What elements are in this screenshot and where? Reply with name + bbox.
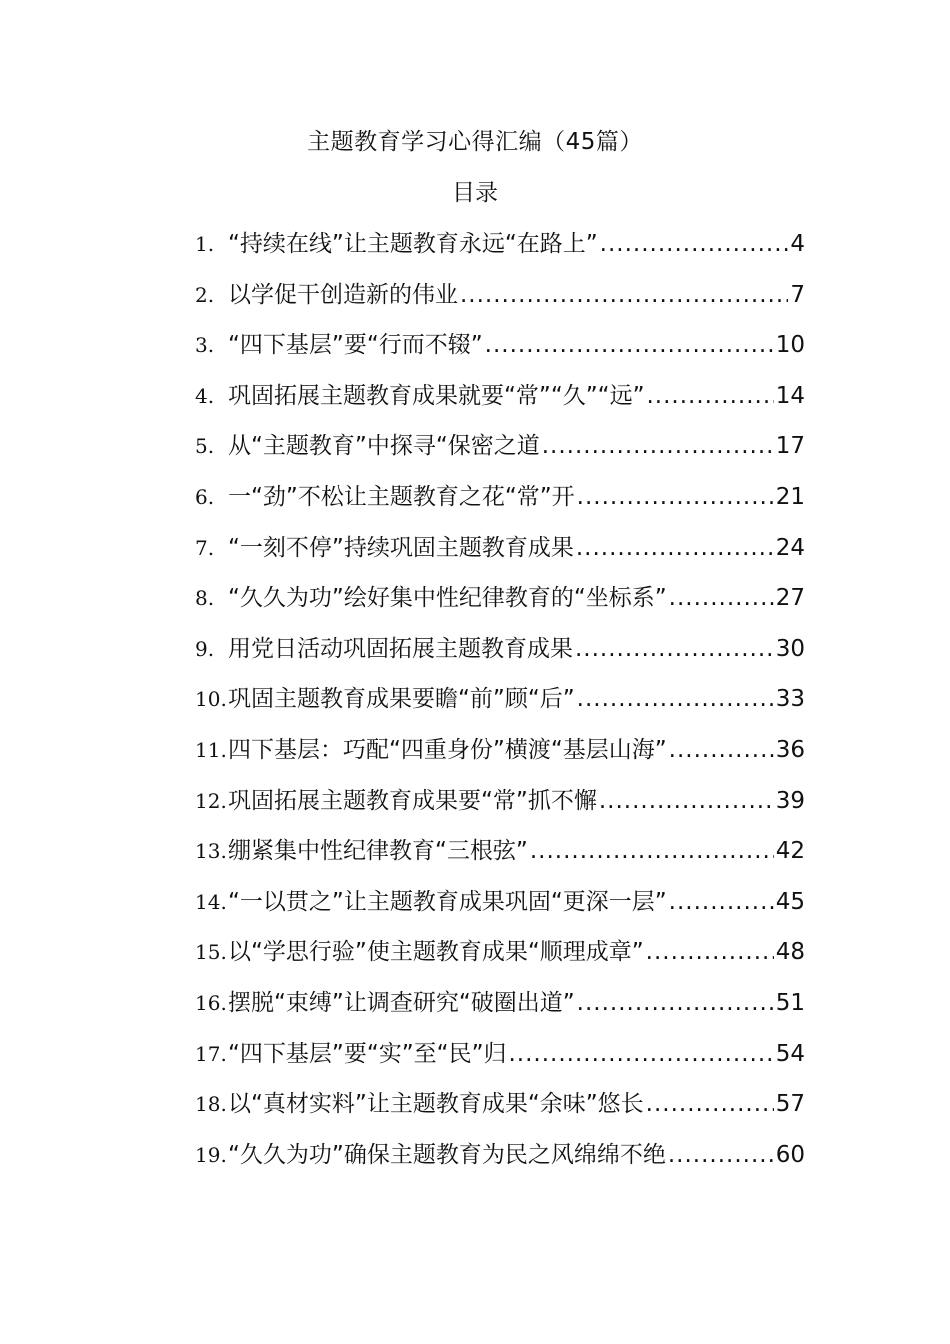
toc-entry-title: 以“学思行验”使主题教育成果“顺理成章” <box>228 939 644 966</box>
toc-entry-title: “四下基层”要“行而不辍” <box>228 332 483 359</box>
toc-dot-leader <box>668 1135 774 1175</box>
toc-entry-number: 18. <box>195 1092 227 1117</box>
toc-entry-title: 用党日活动巩固拓展主题教育成果 <box>228 635 573 662</box>
toc-entry-title: 四下基层：巧配“四重身份”横渡“基层山海” <box>228 736 667 763</box>
toc-dot-leader <box>509 1034 774 1074</box>
toc-entry[interactable] <box>195 831 805 882</box>
toc-entry-page: 33 <box>775 686 805 713</box>
toc-entry-title: 以“真材实料”让主题教育成果“余味”悠长 <box>228 1091 644 1118</box>
toc-entry-page: 4 <box>790 231 805 257</box>
toc-entry-title: 巩固拓展主题教育成果就要“常”“久”“远” <box>228 382 645 409</box>
toc-entry-page: 45 <box>775 888 805 915</box>
toc-entry[interactable] <box>195 578 805 629</box>
toc-entry-page: 51 <box>775 989 805 1016</box>
toc-entry-title: 从“主题教育”中探寻“保密之道 <box>228 433 540 460</box>
toc-entry[interactable] <box>195 730 805 781</box>
toc-dot-leader <box>669 730 774 770</box>
toc-dot-leader <box>575 629 774 669</box>
toc-entry-title: 摆脱“束缚”让调查研究“破圈出道” <box>228 989 575 1016</box>
toc-entry-page: 39 <box>775 787 805 814</box>
toc-entry-number: 6. <box>195 484 215 509</box>
toc-dot-leader <box>647 376 774 416</box>
toc-entry-page: 60 <box>775 1141 805 1168</box>
toc-entry-number: 7. <box>195 535 215 560</box>
toc-dot-leader <box>530 831 774 871</box>
toc-dot-leader <box>669 578 774 618</box>
toc-entry[interactable] <box>195 426 805 477</box>
toc-entry-title: “一刻不停”持续巩固主题教育成果 <box>228 534 574 561</box>
toc-entry-number: 17. <box>195 1041 227 1066</box>
toc-dot-leader <box>646 1084 774 1124</box>
toc-entry-page: 48 <box>775 939 805 966</box>
toc-entry-page: 24 <box>775 534 805 561</box>
toc-entry[interactable] <box>195 376 805 427</box>
toc-entry-page: 54 <box>775 1040 805 1067</box>
toc-entry[interactable] <box>195 224 805 275</box>
toc-dot-leader <box>577 477 774 517</box>
toc-entry-number: 13. <box>195 839 227 864</box>
toc-entry-page: 30 <box>775 635 805 662</box>
toc-entry-page: 27 <box>775 585 805 612</box>
toc-entry-title: “一以贯之”让主题教育成果巩固“更深一层” <box>228 888 667 915</box>
toc-entry-title: “久久为功”绘好集中性纪律教育的“坐标系” <box>228 585 667 612</box>
toc-entry-page: 36 <box>775 736 805 763</box>
toc-entry-page: 14 <box>775 382 805 409</box>
toc-entry-page: 7 <box>790 281 805 308</box>
toc-entry-number: 8. <box>195 586 215 611</box>
toc-heading: 目录 <box>452 180 498 206</box>
toc-entry-title: 巩固主题教育成果要瞻“前”顾“后” <box>228 686 575 713</box>
toc-entry-number: 1. <box>195 232 215 256</box>
toc-entry-title: “久久为功”确保主题教育为民之风绵绵不绝 <box>228 1141 666 1168</box>
toc-entry[interactable] <box>195 983 805 1034</box>
toc-entry[interactable] <box>195 781 805 832</box>
toc-dot-leader <box>460 275 788 315</box>
toc-entry-number: 15. <box>195 940 227 965</box>
toc-entry-title: 以学促干创造新的伟业 <box>228 281 458 308</box>
toc-entry[interactable] <box>195 629 805 680</box>
toc-entry-number: 5. <box>195 434 215 459</box>
toc-entry-title: “四下基层”要“实”至“民”归 <box>228 1040 507 1067</box>
toc-entry-title: “持续在线”让主题教育永远“在路上” <box>228 231 598 257</box>
toc-entry[interactable] <box>195 477 805 528</box>
toc-entry-number: 3. <box>195 333 215 358</box>
toc-entry[interactable] <box>195 1135 805 1186</box>
toc-entry[interactable] <box>195 275 805 326</box>
toc-dot-leader <box>577 679 774 719</box>
toc-entry[interactable] <box>195 882 805 933</box>
toc-entry[interactable] <box>195 679 805 730</box>
toc-entry-number: 4. <box>195 383 215 408</box>
table-of-contents <box>195 224 805 1185</box>
toc-entry-title: 巩固拓展主题教育成果要“常”抓不懈 <box>228 787 597 814</box>
toc-entry[interactable] <box>195 932 805 983</box>
toc-entry-number: 11. <box>195 737 227 762</box>
toc-entry[interactable] <box>195 528 805 579</box>
toc-entry[interactable] <box>195 1034 805 1085</box>
toc-entry-page: 42 <box>775 838 805 865</box>
toc-entry-page: 10 <box>775 332 805 359</box>
toc-dot-leader <box>600 224 789 264</box>
toc-entry-page: 57 <box>775 1091 805 1118</box>
toc-entry-number: 16. <box>195 990 227 1015</box>
toc-entry-number: 19. <box>195 1142 227 1167</box>
toc-dot-leader <box>577 983 774 1023</box>
document-title: 主题教育学习心得汇编（45篇） <box>307 129 643 155</box>
toc-dot-leader <box>485 325 774 365</box>
toc-dot-leader <box>599 781 774 821</box>
toc-entry-page: 17 <box>775 433 805 460</box>
toc-dot-leader <box>542 426 774 466</box>
toc-entry[interactable] <box>195 1084 805 1135</box>
toc-entry-number: 10. <box>195 687 227 712</box>
toc-entry[interactable] <box>195 325 805 376</box>
toc-entry-page: 21 <box>775 483 805 510</box>
toc-entry-title: 一“劲”不松让主题教育之花“常”开 <box>228 483 575 510</box>
toc-entry-number: 9. <box>195 636 215 661</box>
toc-dot-leader <box>576 528 774 568</box>
toc-dot-leader <box>646 932 774 972</box>
toc-dot-leader <box>669 882 774 922</box>
toc-entry-number: 2. <box>195 282 215 307</box>
toc-entry-number: 14. <box>195 889 227 914</box>
toc-entry-title: 绷紧集中性纪律教育“三根弦” <box>228 838 528 865</box>
toc-entry-number: 12. <box>195 788 227 813</box>
